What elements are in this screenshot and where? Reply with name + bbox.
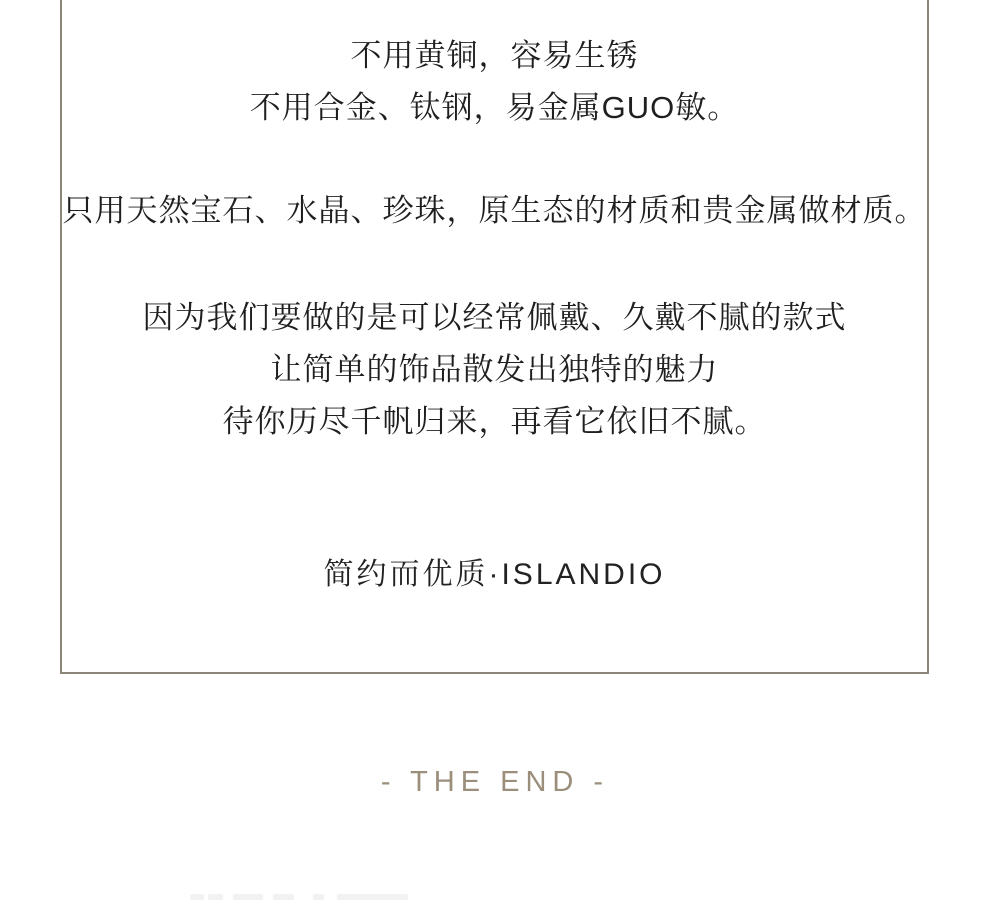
remnant-mark	[313, 894, 324, 900]
remnant-mark	[190, 894, 204, 900]
content-frame	[60, 0, 929, 674]
remnant-mark	[273, 894, 294, 900]
text-line: 不用黄铜，容易生锈	[350, 38, 639, 73]
the-end-marker: - THE END -	[380, 766, 610, 798]
text-line: 待你历尽千帆归来，再看它依旧不腻。	[222, 404, 767, 439]
text-line: 让简单的饰品散发出独特的魅力	[270, 352, 719, 387]
paragraph-materials-used	[62, 185, 927, 237]
remnant-mark	[208, 894, 223, 900]
description-text-block	[62, 0, 927, 601]
brand-tagline: 简约而优质·ISLANDIO	[323, 558, 666, 591]
remnant-mark	[337, 894, 408, 900]
paragraph-design-philosophy	[62, 292, 927, 448]
text-line: 因为我们要做的是可以经常佩戴、久戴不腻的款式	[142, 300, 847, 335]
text-line: 只用天然宝石、水晶、珍珠，原生态的材质和贵金属做材质。	[62, 193, 927, 228]
text-line: 不用合金、钛钢，易金属GUO敏。	[249, 90, 740, 125]
remnant-mark	[233, 894, 263, 900]
cutoff-next-section-remnant	[190, 894, 408, 900]
paragraph-materials-avoided	[62, 30, 927, 134]
